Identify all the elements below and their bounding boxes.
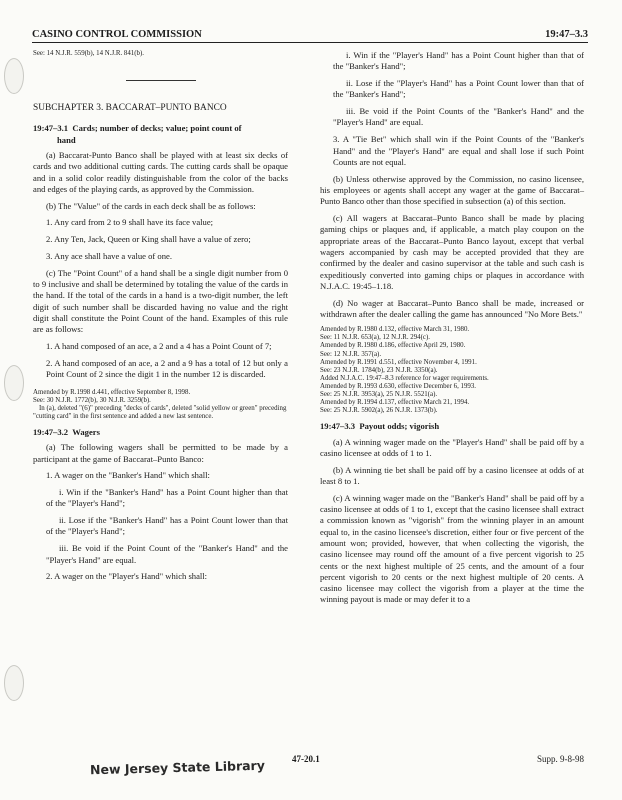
list-item: 3. Any ace shall have a value of one.: [46, 251, 172, 262]
paragraph-c: (c) All wagers at Baccarat–Punto Banco shall be made by placing gaming chips or plaques and, if applicable, a match play coupon on the appropriate areas of the Baccarat–Punto Banco layout, except that verbal wagers accompanied by cash may be accepted provided that they are confirmed by the dealer and casino supervisor at the table and such cash is expeditiously converted into gaming chips or plaques in accordance with N.J.A.C. 19:45–1.18.: [320, 213, 584, 291]
history-line: See: 25 N.J.R. 5902(a), 26 N.J.R. 1373(b).: [320, 407, 438, 415]
section-number: 19:47–3.3: [320, 421, 356, 432]
history-line: Amended by R.1980 d.186, effective April 29, 1980.: [320, 342, 466, 350]
list-item: 1. A wager on the "Banker's Hand" which shall:: [46, 470, 210, 481]
history-line: See: 25 N.J.R. 3953(a), 25 N.J.R. 5521(a).: [320, 390, 438, 398]
paragraph-a: (a) The following wagers shall be permitted to be made by a participant at the game of Baccarat–Punto Banco:: [33, 442, 288, 464]
citation: See: 14 N.J.R. 559(b), 14 N.J.R. 841(b).: [33, 50, 145, 57]
sub-item: iii. Be void if the Point Count of the "Banker's Hand" and the "Player's Hand" are equal.: [46, 543, 288, 565]
list-item: 2. A hand composed of an ace, a 2 and a 9 has a total of 12 but only a Point Count of 2 since the digit 1 in the number 12 is discarded.: [46, 357, 288, 380]
section-title: Payout odds; vigorish: [359, 421, 440, 432]
history-line: Amended by R.1998 d.441, effective September 8, 1998.: [33, 388, 191, 396]
history-line: See: 23 N.J.R. 1784(b), 23 N.J.R. 3350(a).: [320, 366, 438, 374]
list-item: 1. Any card from 2 to 9 shall have its face value;: [46, 217, 214, 228]
history-line: In (a), deleted "(6)" preceding "decks of cards", deleted "solid yellow or green" preceding "cutting card" in the first sentence and added a new last sentence.: [33, 404, 287, 420]
history-line: See: 12 N.J.R. 357(a).: [320, 350, 382, 358]
sub-item: ii. Lose if the "Banker's Hand" has a Point Count lower than that of the "Player's Hand";: [46, 515, 288, 537]
header-title: CASINO CONTROL COMMISSION: [32, 29, 202, 40]
paragraph-c: (c) The "Point Count" of a hand shall be a single digit number from 0 to 9 inclusive and shall be determined by totaling the value of the cards in the hand. If the total of the cards in a hand is a two-digit number, the left digit of such number shall be discarded having no value and the right digit shall constitute the Point Count of the hand. Examples of this rule are as follows:: [33, 267, 288, 335]
page-footer: [0, 752, 622, 782]
list-item: 2. Any Ten, Jack, Queen or King shall have a value of zero;: [46, 234, 251, 245]
section-number: 19:47–3.1: [33, 123, 69, 134]
section-title: Cards; number of decks; value; point count of: [72, 123, 242, 134]
list-item: 3. A "Tie Bet" which shall win if the Point Counts of the "Banker's Hand" and the "Player's Hand" are equal and shall lose if such Point Counts are not equal.: [333, 134, 584, 167]
list-item: 2. A wager on the "Player's Hand" which shall:: [46, 571, 208, 582]
binder-hole: [4, 58, 24, 94]
section-heading-3-3: [320, 421, 584, 432]
running-header: [32, 26, 588, 43]
paragraph-c: (c) A winning wager made on the "Banker's Hand" shall be paid off by a casino licensee at odds of 1 to 1, except that the casino licensee shall extract a commission known as "vigorish" from the winning player in an amount equal to, in the casino licensee's discretion, either four or five percent of the amount won; provided, however, that when collecting the vigorish, the casino licensee may round off the amount of a five percent vigorish to 25 cents or the next highest multiple of 25 cents, and the amount of a four percent vigorish to 20 cents or the next highest multiple of 20 cents. A casino licensee may collect the vigorish from a player at the time the winning payout is made or may defer it to a: [320, 492, 584, 605]
sub-item: i. Win if the "Banker's Hand" has a Point Count higher than that of the "Player's Hand";: [46, 487, 288, 509]
list-item: 1. A hand composed of an ace, a 2 and a 4 has a Point Count of 7;: [46, 341, 272, 352]
sub-item: ii. Lose if the "Player's Hand" has a Point Count lower than that of the "Banker's Hand";: [333, 78, 584, 100]
history-note: [33, 389, 288, 421]
history-line: Amended by R.1994 d.137, effective March 21, 1994.: [320, 399, 470, 407]
paragraph-b: (b) A winning tie bet shall be paid off by a casino licensee at odds of at least 8 to 1.: [320, 464, 584, 486]
divider: [126, 80, 196, 81]
section-title: Wagers: [72, 426, 100, 437]
section-number: 19:47–3.2: [33, 426, 69, 437]
history-line: Amended by R.1993 d.630, effective December 6, 1993.: [320, 382, 477, 390]
paragraph-b: (b) Unless otherwise approved by the Commission, no casino licensee, his employees or agents shall accept any wager at the game of Baccarat–Punto Banco other than those specified in subsection (a) of this section.: [320, 173, 584, 207]
paragraph-a: (a) Baccarat-Punto Banco shall be played with at least six decks of cards and two additional cutting cards. The cutting cards shall be opaque and in a solid color readily distinguishable from the color of the backs and edges of the playing cards, as approved by the Commission.: [33, 149, 288, 194]
paragraph-b: (b) The "Value" of the cards in each deck shall be as follows:: [46, 200, 256, 211]
section-title-continued: hand: [57, 134, 76, 145]
history-line: Added N.J.A.C. 19:47–8.3 reference for wager requirements.: [320, 374, 489, 382]
binder-hole: [4, 365, 24, 401]
section-heading-3-1: [33, 123, 288, 146]
history-line: Amended by R.1980 d.132, effective March 31, 1980.: [320, 326, 470, 334]
history-line: Amended by R.1991 d.551, effective November 4, 1991.: [320, 358, 477, 366]
left-column: [33, 50, 288, 588]
right-column: [320, 50, 584, 611]
sub-item: iii. Be void if the Point Counts of the "Banker's Hand" and the "Player's Hand" are equal.: [333, 106, 584, 128]
history-note: [320, 326, 584, 415]
history-line: See: 11 N.J.R. 653(a), 12 N.J.R. 294(c).: [320, 334, 430, 342]
paragraph-d: (d) No wager at Baccarat–Punto Banco shall be made, increased or withdrawn after the dealer calling the game has announced "No More Bets.": [320, 297, 584, 319]
paragraph-a: (a) A winning wager made on the "Player's Hand" shall be paid off by a casino licensee at odds of 1 to 1.: [320, 436, 584, 458]
history-line: See: 30 N.J.R. 1772(b), 30 N.J.R. 3259(b).: [33, 396, 151, 404]
sub-item: i. Win if the "Player's Hand" has a Point Count higher than that of the "Banker's Hand";: [333, 50, 584, 72]
page-number: 47-20.1: [292, 754, 320, 764]
binder-hole: [4, 665, 24, 701]
subchapter-heading: SUBCHAPTER 3. BACCARAT–PUNTO BANCO: [33, 103, 227, 114]
supplement-date: Supp. 9-8-98: [537, 754, 584, 764]
library-stamp: New Jersey State Library: [89, 757, 266, 778]
header-section-code: 19:47–3.3: [545, 29, 588, 40]
section-heading-3-2: [33, 427, 288, 438]
